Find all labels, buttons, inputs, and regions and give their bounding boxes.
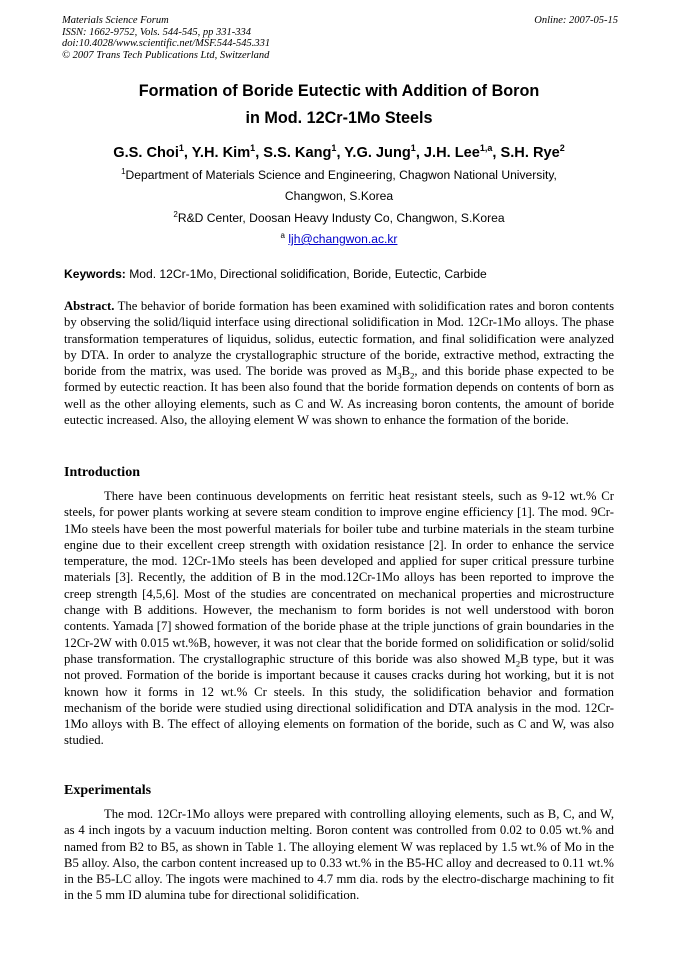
experimentals-heading: Experimentals <box>64 783 152 798</box>
paper-title-line-2: in Mod. 12Cr-1Mo Steels <box>245 109 433 127</box>
author-list <box>0 143 678 161</box>
keywords-text: Mod. 12Cr-1Mo, Directional solidification, Boride, Eutectic, Carbide <box>125 267 487 281</box>
introduction-heading: Introduction <box>64 465 140 480</box>
affiliation-1-city: Changwon, S.Korea <box>284 189 394 203</box>
author: S.S. Kang$^1$, <box>263 143 345 161</box>
email-link[interactable]: ljh@changwon.ac.kr <box>288 232 398 247</box>
author: G.S. Choi$^1$, <box>113 143 192 161</box>
keywords <box>64 267 620 281</box>
affiliation-1: $^1$Department of Materials Science and Engineering, Chagwon National University, <box>121 167 557 183</box>
abstract: Abstract. The behavior of boride formation has been examined with solidification rates and boron contents by observing the solid/liquid interface using directional solidification in Mod. 12Cr-1Mo alloys. The phase transformation temperatures of liquidus, solidus, eutectic formation, and final solidification were analyzed by DTA. In order to analyze the crystallographic structure of the boride, extractive method, extracting the boride from the matrix, was used. The boride was proved as $M_3B_2$, and this boride phase expected to be formed by eutectic reaction. It has been also found that the boride formation depends on contents of born as well as the other alloying elements, such as C and W. As increasing boron contents, the amount of boride eutectic increased. Also, the alloying element W was shown to enhance the formation of the boride. <box>64 299 614 428</box>
copyright-line: © 2007 Trans Tech Publications Ltd, Switzerland <box>62 49 270 61</box>
author: Y.H. Kim$^1$, <box>191 143 264 161</box>
experimentals-paragraph: The mod. 12Cr-1Mo alloys were prepared with controlling alloying elements, such as B, C, and W, as 4 inch ingots by a vacuum induction melting. Boron content was controlled from 0.02 to 0.05 wt.% and named from B2 to B5, as shown in Table 1. The alloying element W was replaced by 1.5 wt.% of Mo in the B5 alloy. Also, the carbon content increased up to 0.33 wt.% in the B5-HC alloy and decreased to 0.11 wt.% in the B5-LC alloy. The ingots were machined to 4.7 mm dia. rods by the electro-discharge machining to fit in the 5 mm ID alumina tube for directional solidification. <box>64 807 614 903</box>
issn-line: ISSN: 1662-9752, Vols. 544-545, pp 331-334 <box>62 26 251 38</box>
keywords-label: Keywords: <box>64 267 126 281</box>
doi-line: doi:10.4028/www.scientific.net/MSF.544-545.331 <box>62 38 271 49</box>
paper-title-line-1: Formation of Boride Eutectic with Addition of Boron <box>138 82 540 100</box>
corresponding-email: $^a$ ljh@changwon.ac.kr <box>280 231 398 247</box>
journal-header <box>62 15 618 61</box>
introduction-paragraph: There have been continuous developments on ferritic heat resistant steels, such as 9-12 wt.% Cr steels, for power plants working at severe steam condition to improve engine efficiency [1]. The mod. 9Cr-1Mo steels have been the most powerful materials for boiler tube and turbine materials in the steam turbine engine due to their excellent creep strength with oxidation resistance [2]. In order to enhance the service temperature, the mod. 12Cr-1Mo steels has been developed and applied for super critical pressure turbine materials [3]. Recently, the addition of B in the mod.12Cr-1Mo alloys has been reported to improve the creep strength [4,5,6]. Most of the studies are concentrated on mechanical properties and microstructure change with B additions. However, the mechanism to form borides is not well understood with boron contents. Yamada [7] showed formation of the boride phase at the triple junctions of grain boundaries in the 12Cr-2W with 0.015 wt.%B, however, it was not clear that the boride formed on solidification or solid/solid phase transformation. The crystallographic structure of this boride was also showed $M_2B$ type, but it was not proved. Formation of the boride is important because it causes cracks during hot working, but it is not known how it forms in 12 wt.% Cr steels. In this study, the solidification behavior and formation mechanism of the boride were studied using directional solidification and DTA analysis in the mod. 12Cr-1Mo alloys with B. The effect of alloying elements on formation of the boride, such as C and W, was also studied. <box>64 489 614 748</box>
author: S.H. Rye$^2$ <box>500 143 565 161</box>
affiliation-2: $^2$R&D Center, Doosan Heavy Industy Co, Changwon, S.Korea <box>173 210 505 226</box>
online-date: Online: 2007-05-15 <box>534 15 618 26</box>
author: Y.G. Jung$^1$, <box>344 143 424 161</box>
journal-name: Materials Science Forum <box>62 15 169 26</box>
author: J.H. Lee$^{1,a}$, <box>423 143 501 161</box>
abstract-label: Abstract. <box>64 299 115 313</box>
